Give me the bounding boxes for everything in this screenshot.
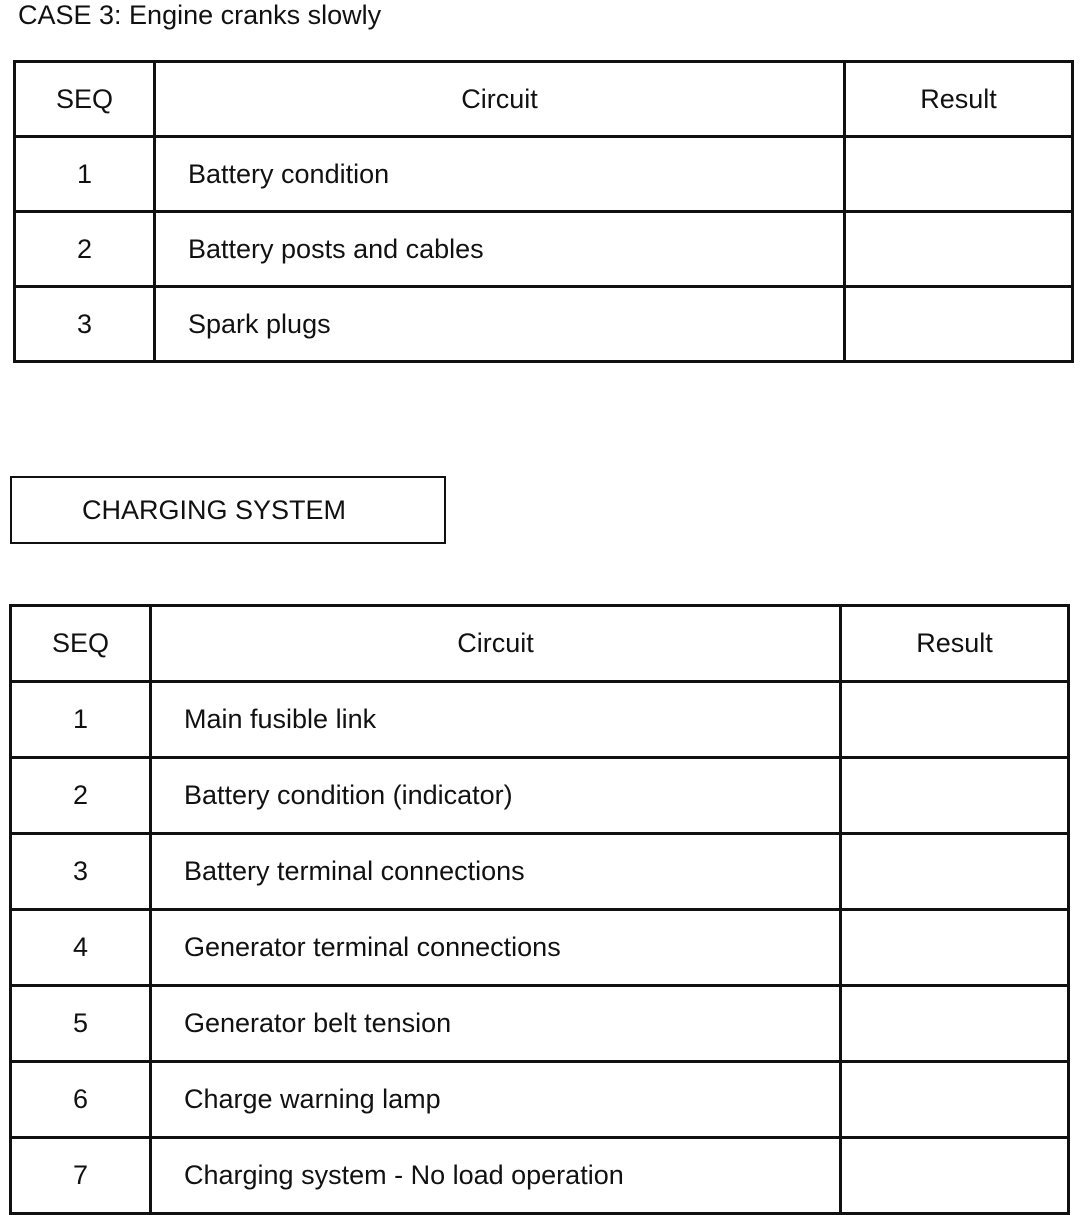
table-row [11, 1062, 1069, 1138]
table-row [15, 212, 1073, 287]
result-cell[interactable] [845, 212, 1073, 287]
circuit-cell: Battery terminal connections [151, 834, 841, 910]
circuit-cell: Generator terminal connections [151, 910, 841, 986]
circuit-header: Circuit [151, 606, 841, 682]
case-title: CASE 3: Engine cranks slowly [18, 0, 382, 30]
seq-cell: 2 [15, 212, 155, 287]
table-row [11, 758, 1069, 834]
result-cell[interactable] [841, 834, 1069, 910]
seq-cell: 3 [15, 287, 155, 362]
table-row [11, 1138, 1069, 1214]
result-cell[interactable] [841, 758, 1069, 834]
seq-cell: 1 [15, 137, 155, 212]
charging-system-label: CHARGING SYSTEM [82, 494, 347, 525]
seq-cell: 7 [11, 1138, 151, 1214]
result-cell[interactable] [841, 1062, 1069, 1138]
table-row [15, 137, 1073, 212]
result-cell[interactable] [841, 986, 1069, 1062]
circuit-cell: Battery condition (indicator) [151, 758, 841, 834]
charging-system-table [9, 604, 1070, 1215]
result-cell[interactable] [845, 287, 1073, 362]
result-cell[interactable] [841, 910, 1069, 986]
seq-header: SEQ [15, 62, 155, 137]
circuit-header: Circuit [155, 62, 845, 137]
result-cell[interactable] [841, 1138, 1069, 1214]
table-header-row [15, 62, 1073, 137]
table-row [11, 910, 1069, 986]
result-cell[interactable] [845, 137, 1073, 212]
result-header: Result [845, 62, 1073, 137]
result-cell[interactable] [841, 682, 1069, 758]
circuit-cell: Charge warning lamp [151, 1062, 841, 1138]
seq-header: SEQ [11, 606, 151, 682]
seq-cell: 4 [11, 910, 151, 986]
charging-system-label-box [10, 476, 446, 544]
seq-cell: 3 [11, 834, 151, 910]
circuit-cell: Battery posts and cables [155, 212, 845, 287]
table-row [11, 834, 1069, 910]
circuit-cell: Generator belt tension [151, 986, 841, 1062]
circuit-cell: Spark plugs [155, 287, 845, 362]
circuit-cell: Main fusible link [151, 682, 841, 758]
seq-cell: 2 [11, 758, 151, 834]
result-header: Result [841, 606, 1069, 682]
table-row [11, 682, 1069, 758]
seq-cell: 6 [11, 1062, 151, 1138]
table-header-row [11, 606, 1069, 682]
seq-cell: 5 [11, 986, 151, 1062]
circuit-cell: Charging system - No load operation [151, 1138, 841, 1214]
case3-table [13, 60, 1074, 363]
seq-cell: 1 [11, 682, 151, 758]
table-row [11, 986, 1069, 1062]
table-row [15, 287, 1073, 362]
circuit-cell: Battery condition [155, 137, 845, 212]
